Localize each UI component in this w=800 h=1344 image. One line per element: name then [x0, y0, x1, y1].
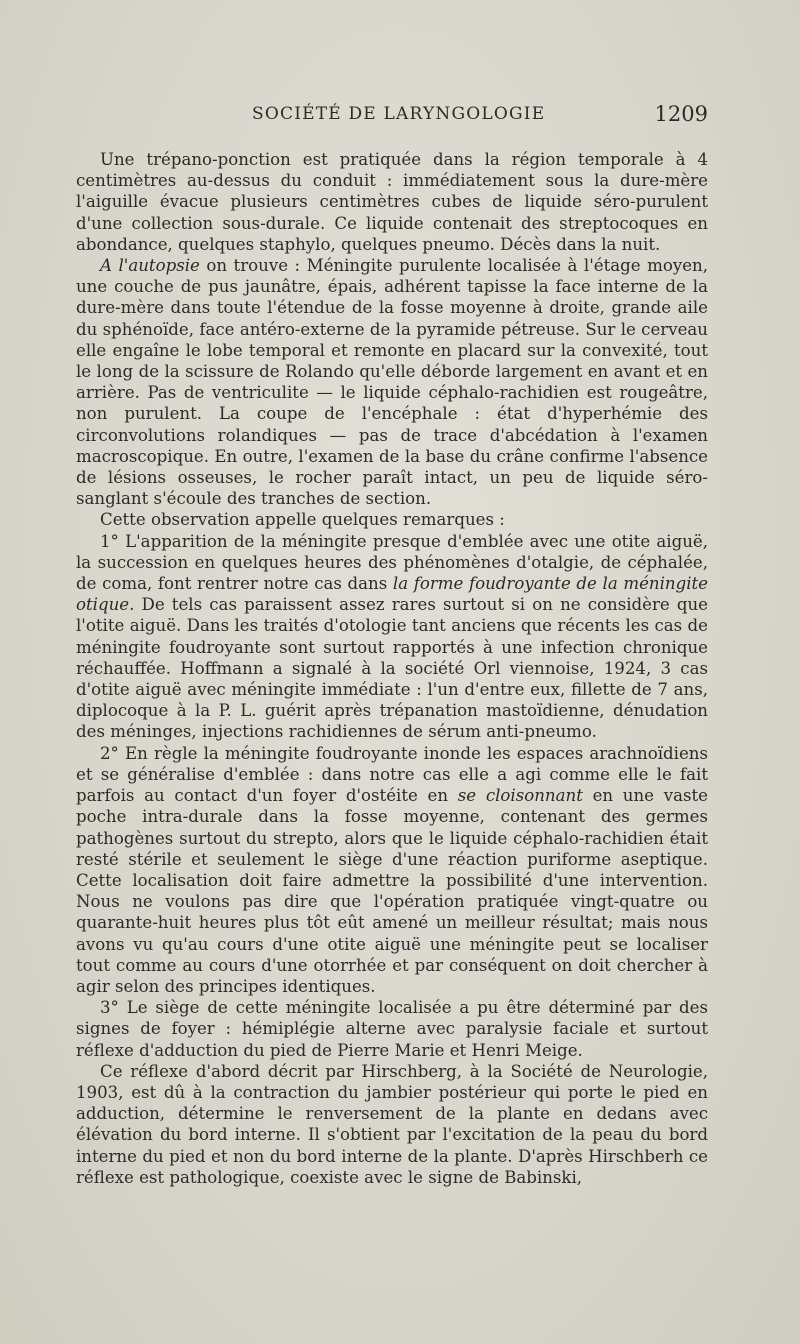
paragraph-remarque-2 — [76, 743, 708, 997]
italic-autopsie: A l'autopsie — [100, 256, 200, 276]
paragraph-trepano-ponction: Une trépano-ponction est pratiquée dans la région temporale à 4 centimètres au-dessus du conduit : immédiatement sous la dure-mère l'aiguille évacue plusieurs centimètres cubes de liquide séro-purulent d'une collection sous-durale. Ce liquide contenait des streptocoques en abondance, quelques staphylo, quelques pneumo. Décès dans la nuit. — [76, 150, 708, 254]
paragraph-remarque-3: 3° Le siège de cette méningite localisée a pu être déterminé par des signes de foyer : hémiplégie alterne avec paralysie faciale et surtout réflexe d'adduction du pied de Pierre Marie et Henri Meige. — [76, 998, 708, 1060]
running-title: SOCIÉTÉ DE LARYNGOLOGIE — [252, 104, 546, 124]
paragraph-autopsie — [76, 255, 708, 509]
italic-forme-foudroyante: la forme foudroyante de la méningite otique. — [76, 574, 708, 615]
paragraph-remarque-1 — [76, 531, 708, 743]
italic-se-cloisonnant: se cloisonnant — [457, 786, 583, 806]
autopsie-text: on trouve : Méningite purulente localisée à l'étage moyen, une couche de pus jaunâtre, épais, adhérent tapisse la face interne de la dure-mère dans toute l'étendue de la fosse moyenne à droite, grande aile du sphénoïde, face antéro-externe de la pyramide pétreuse. Sur le cerveau elle engaîne le lobe temporal et remonte en placard sur la convexité, tout le long de la scissure de Rolando qu'elle déborde largement en avant et en arrière. Pas de ventriculite — le liquide céphalo-rachidien est rougeâtre, non purulent. La coupe de l'encéphale : état d'hyperhémie des circonvolutions rolandiques — pas de trace d'abcédation à l'examen macroscopique. En outre, l'examen de la base du crâne confirme l'absence de lésions osseuses, le rocher paraît intact, un peu de liquide séro-sanglant s'écoule des tranches de section. — [76, 256, 708, 509]
remarque-1-part-1: 1° L'apparition de la méningite presque d'emblée avec une otite aiguë, la succession en quelques heures des phénomènes d'otalgie, de céphalée, de coma, font rentrer notre cas dans — [76, 531, 708, 594]
remarque-2-part-2: en une vaste poche intra-durale dans la fosse moyenne, contenant des germes pathogènes surtout du strepto, alors que le liquide céphalo-rachidien était resté stérile et seulement le siège d'une réaction puriforme aseptique. Cette localisation doit faire admettre la possibilité d'une intervention. Nous ne voulons pas dire que l'opération pratiquée vingt-quatre ou quarante-huit heures plus tôt eût amené un meilleur résultat; mais nous avons vu qu'au cours d'une otite aiguë une méningite peut se localiser tout comme au cours d'une otorrhée et par conséquent on doit chercher à agir selon des principes identiques. — [76, 786, 708, 996]
page-number: 1209 — [654, 102, 708, 126]
remarque-2-part-1: 2° En règle la méningite foudroyante inonde les espaces arachnoïdiens et se généralise d'emblée : dans notre cas elle a agi comme elle le fait parfois au contact d'un foyer d'ostéite en — [76, 743, 708, 806]
paragraph-remarques-intro: Cette observation appelle quelques remarques : — [100, 510, 505, 530]
body-text — [76, 149, 708, 1188]
running-header — [76, 104, 708, 130]
paragraph-reflexe-hirschberg: Ce réflexe d'abord décrit par Hirschberg, à la Société de Neurologie, 1903, est dû à la contraction du jambier postérieur qui porte le pied en adduction, détermine le renversement de la plante en dedans avec élévation du bord interne. Il s'obtient par l'excitation de la peau du bord interne du pied et non du bord interne de la plante. D'après Hirschberh ce réflexe est pathologique, coexiste avec le signe de Babinski, — [76, 1061, 708, 1187]
remarque-1-part-2: De tels cas paraissent assez rares surtout si on ne considère que l'otite aiguë. Dans les traités d'otologie tant anciens que récents les cas de méningite foudroyante sont surtout rapportés à une infection chronique réchauffée. Hoffmann a signalé à la société Orl viennoise, 1924, 3 cas d'otite aiguë avec méningite immédiate : l'un d'entre eux, fillette de 7 ans, diplocoque à la P. L. guérit après trépanation mastoïdienne, dénudation des méninges, injections rachidiennes de sérum anti-pneumo. — [76, 595, 708, 742]
